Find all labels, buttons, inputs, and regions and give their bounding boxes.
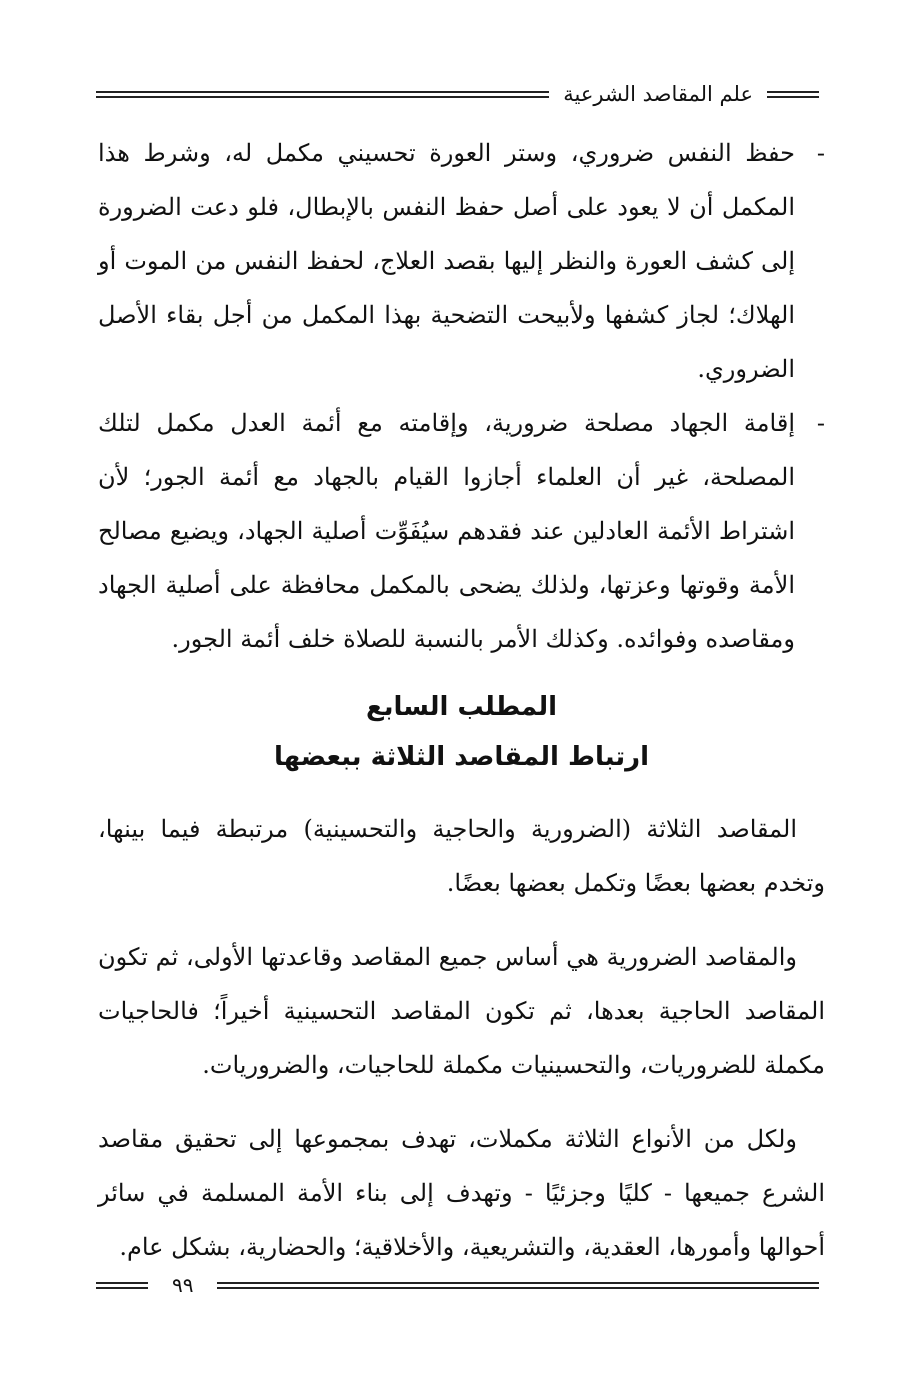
section-heading: المطلب السابع [365, 692, 558, 722]
page-footer [96, 1270, 819, 1300]
bullet-text: حفظ النفس ضروري، وستر العورة تحسيني مكمل له، وشرط هذا المكمل أن لا يعود على أصل حفظ النفس بالإبطال، فلو دعت الضرورة إلى كشف العورة والنظر إليها بقصد العلاج، لحفظ النفس من الموت أو الهلاك؛ لجاز كشفها ولأبيحت التضحية بهذا المكمل من أجل بقاء الأصل الضروري. [98, 139, 795, 383]
section-subheading: ارتباط المقاصد الثلاثة ببعضها [273, 742, 650, 772]
footer-long-rule [217, 1282, 819, 1289]
bullet-dash: - [816, 409, 825, 437]
bullet-item [98, 396, 825, 666]
page-number: ٩٩ [172, 1273, 194, 1297]
section-heading-block [98, 682, 825, 782]
header-short-rule [767, 91, 819, 98]
page-body [98, 126, 825, 1274]
paragraph: المقاصد الثلاثة (الضرورية والحاجية والتحسينية) مرتبطة فيما بينها، وتخدم بعضها بعضًا وتكمل بعضها بعضًا. [98, 815, 825, 897]
paragraph: والمقاصد الضرورية هي أساس جميع المقاصد وقاعدتها الأولى، ثم تكون المقاصد الحاجية بعدها، ثم تكون المقاصد التحسينية أخيراً؛ فالحاجيات مكملة للضروريات، والتحسينيات مكملة للحاجيات، والضروريات. [98, 943, 825, 1079]
bullet-dash: - [816, 139, 825, 167]
header-long-rule [96, 91, 549, 98]
header-title: علم المقاصد الشرعية [563, 82, 753, 106]
running-header [96, 74, 819, 114]
bullet-text: إقامة الجهاد مصلحة ضرورية، وإقامته مع أئمة العدل مكمل لتلك المصلحة، غير أن العلماء أجازوا القيام بالجهاد مع أئمة الجور؛ لأن اشتراط الأئمة العادلين عند فقدهم سيُفَوِّت أصلية الجهاد، ويضيع مصالح الأمة وقوتها وعزتها، ولذلك يضحى بالمكمل محافظة على أصلية الجهاد ومقاصده وفوائده. وكذلك الأمر بالنسبة للصلاة خلف أئمة الجور. [98, 409, 795, 653]
footer-short-rule [96, 1282, 148, 1289]
bullet-item [98, 126, 825, 396]
paragraph: ولكل من الأنواع الثلاثة مكملات، تهدف بمجموعها إلى تحقيق مقاصد الشرع جميعها - كليًا وجزئيًا - وتهدف إلى بناء الأمة المسلمة في سائر أحوالها وأمورها، العقدية، والتشريعية، والأخلاقية؛ والحضارية، بشكل عام. [98, 1125, 825, 1261]
